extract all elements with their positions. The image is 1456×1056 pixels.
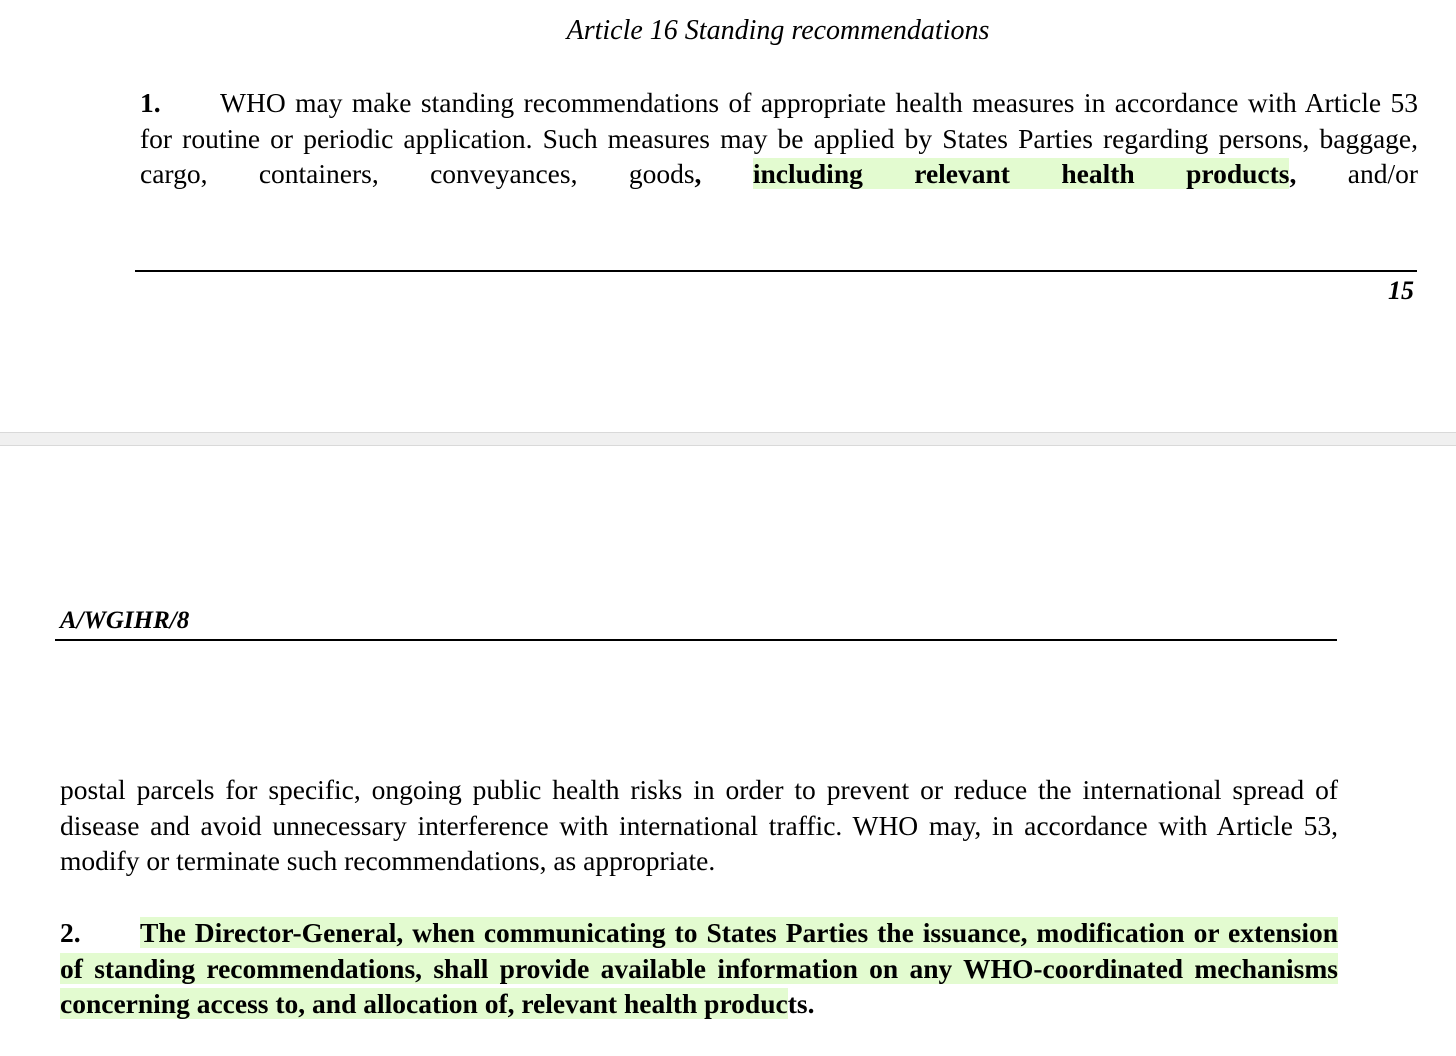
paragraph-1-bold-comma: ,: [1289, 158, 1297, 189]
paragraph-2-highlight: The Director-General, when communicating to States Parties the issuance, modification or extension of standing recommendations, shall provide available information on any WHO-coordinated mechanisms concerning access to, and allocation of, relevant health produc: [60, 917, 1338, 1019]
paragraph-1-comma: ,: [694, 158, 753, 189]
paragraph-2-number: 2.: [60, 917, 81, 948]
paragraph-1-highlight: including relevant health products: [752, 158, 1290, 189]
paragraph-1-continuation: postal parcels for specific, ongoing public health risks in order to prevent or reduce the international spread of disease and avoid unnecessary interference with international traffic. WHO may, in accordance with Article 53, modify or terminate such recommendations, as appropriate.: [60, 774, 1338, 876]
paragraph-1-text: WHO may make standing recommendations of appropriate health measures in accordance with Article 53 for routine or periodic application. Such measures may be applied by States Parties regarding persons, baggage, cargo, containers, conveyances, goods: [140, 87, 1418, 189]
paragraph-1-number: 1.: [140, 87, 161, 118]
document-reference: A/WGIHR/8: [60, 607, 190, 634]
article-heading: Article 16 Standing recommendations: [566, 15, 990, 46]
footer-rule: [135, 270, 1417, 272]
page-number: 15: [1388, 276, 1414, 305]
document-page-upper: [0, 0, 1456, 432]
page-separator: [0, 432, 1456, 446]
paragraph-1: [140, 85, 1418, 192]
paragraph-2: [60, 915, 1338, 1022]
header-rule: [55, 639, 1337, 641]
paragraph-1-text-end: and/or: [1296, 158, 1418, 189]
paragraph-2-bold-tail: ts.: [787, 988, 815, 1019]
